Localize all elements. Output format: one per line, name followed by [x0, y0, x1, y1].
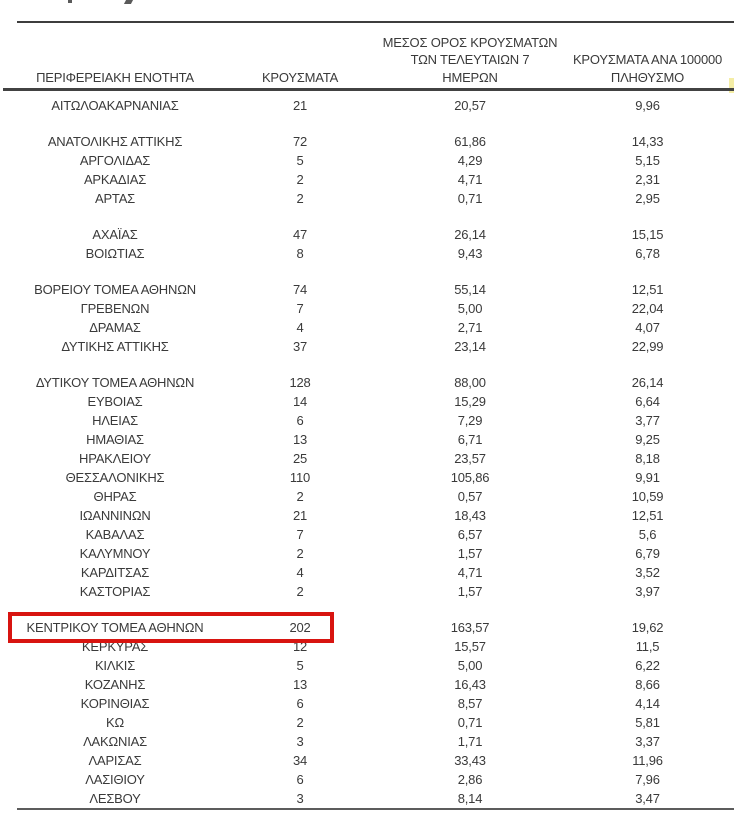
table-row [0, 318, 725, 337]
table-row [0, 189, 725, 208]
cell-per100k: 5,15 [635, 153, 660, 168]
table-row [0, 468, 725, 487]
cell-per100k: 3,37 [635, 734, 660, 749]
cell-per100k: 9,91 [635, 470, 660, 485]
header-cases [230, 28, 370, 87]
cell-region: ΚΕΝΤΡΙΚΟΥ ΤΟΜΕΑ ΑΘΗΝΩΝ [26, 620, 204, 635]
cell-cases: 12 [292, 639, 308, 654]
cell-avg7: 15,29 [454, 394, 486, 409]
cell-avg7: 6,57 [457, 527, 483, 542]
cell-avg7: 23,57 [454, 451, 486, 466]
table-row [0, 713, 725, 732]
cell-region: ΒΟΡΕΙΟΥ ΤΟΜΕΑ ΑΘΗΝΩΝ [34, 282, 196, 297]
cell-avg7: 4,71 [457, 172, 483, 187]
cell-region: ΔΥΤΙΚΟΥ ΤΟΜΕΑ ΑΘΗΝΩΝ [35, 375, 195, 390]
cell-cases: 202 [289, 620, 311, 635]
table-row [0, 411, 725, 430]
cell-per100k: 2,31 [635, 172, 660, 187]
cell-per100k: 2,95 [635, 191, 660, 206]
cell-region: ΚΑΛΥΜΝΟΥ [79, 546, 151, 561]
cell-cases: 21 [292, 508, 308, 523]
cell-per100k: 8,18 [635, 451, 660, 466]
cell-avg7: 1,57 [457, 546, 483, 561]
cell-avg7: 4,71 [457, 565, 483, 580]
table-row [0, 392, 725, 411]
cell-avg7: 4,29 [457, 153, 483, 168]
table-row [0, 170, 725, 189]
cell-avg7: 23,14 [454, 339, 486, 354]
table-row [0, 132, 725, 151]
cell-region: ΚΑΒΑΛΑΣ [85, 527, 145, 542]
cell-per100k: 6,78 [635, 246, 660, 261]
cell-per100k: 5,6 [638, 527, 657, 542]
cell-avg7: 0,71 [457, 715, 483, 730]
cell-region: ΕΥΒΟΙΑΣ [87, 394, 143, 409]
cell-avg7: 1,71 [457, 734, 483, 749]
cell-region: ΗΜΑΘΙΑΣ [86, 432, 144, 447]
cell-per100k: 10,59 [631, 489, 664, 504]
cell-avg7: 88,00 [454, 375, 486, 390]
cell-per100k: 3,52 [635, 565, 660, 580]
cell-avg7: 18,43 [454, 508, 486, 523]
table-row [0, 487, 725, 506]
table-rows [0, 96, 725, 808]
cell-per100k: 11,5 [635, 639, 660, 654]
cell-per100k: 22,99 [631, 339, 664, 354]
cell-region: ΑΡΤΑΣ [94, 191, 136, 206]
table-row [0, 618, 725, 637]
cell-region: ΚΕΡΚΥΡΑΣ [81, 639, 149, 654]
cell-avg7: 9,43 [457, 246, 483, 261]
cell-avg7: 105,86 [450, 470, 490, 485]
cell-region: ΚΙΛΚΙΣ [94, 658, 136, 673]
cell-cases: 37 [292, 339, 308, 354]
cell-avg7: 0,57 [457, 489, 483, 504]
cell-cases: 21 [292, 98, 308, 113]
table-row [0, 732, 725, 751]
cell-cases: 74 [292, 282, 308, 297]
cell-per100k: 4,07 [635, 320, 660, 335]
cell-cases: 14 [292, 394, 308, 409]
cell-region: ΑΡΓΟΛΙΔΑΣ [79, 153, 151, 168]
header-per100k-line2: ΠΛΗΘΥΣΜΟ [610, 69, 685, 85]
cell-avg7: 8,57 [457, 696, 483, 711]
cell-cases: 5 [296, 153, 304, 168]
cell-avg7: 15,57 [454, 639, 486, 654]
cell-avg7: 20,57 [454, 98, 486, 113]
bottom-rule [17, 808, 734, 810]
cell-cases: 5 [296, 658, 304, 673]
table-row [0, 506, 725, 525]
cell-per100k: 6,79 [635, 546, 660, 561]
table-header-row [0, 28, 725, 87]
cell-avg7: 8,14 [457, 791, 483, 806]
header-per100k [570, 28, 725, 87]
header-region-label: ΠΕΡΙΦΕΡΕΙΑΚΗ ΕΝΟΤΗΤΑ [36, 69, 194, 85]
cell-region: ΒΟΙΩΤΙΑΣ [85, 246, 145, 261]
cell-per100k: 7,96 [635, 772, 660, 787]
cell-region: ΚΑΣΤΟΡΙΑΣ [79, 584, 151, 599]
cell-region: ΑΡΚΑΔΙΑΣ [83, 172, 147, 187]
cell-cases: 3 [296, 734, 304, 749]
cell-cases: 2 [296, 172, 304, 187]
cell-avg7: 5,00 [457, 301, 483, 316]
cell-region: ΘΕΣΣΑΛΟΝΙΚΗΣ [65, 470, 165, 485]
header-avg7-line2: ΤΩΝ ΤΕΛΕΥΤΑΙΩΝ 7 [410, 52, 530, 67]
cell-per100k: 9,25 [635, 432, 660, 447]
cell-per100k: 6,64 [635, 394, 660, 409]
cell-avg7: 16,43 [454, 677, 486, 692]
cell-region: ΔΥΤΙΚΗΣ ΑΤΤΙΚΗΣ [61, 339, 169, 354]
cell-region: ΗΛΕΙΑΣ [92, 413, 138, 428]
cell-cases: 2 [296, 191, 304, 206]
cell-region: ΗΡΑΚΛΕΙΟΥ [79, 451, 151, 466]
cell-cases: 13 [292, 432, 308, 447]
cell-cases: 6 [296, 413, 304, 428]
header-avg7 [370, 28, 570, 87]
cell-region: ΛΑΡΙΣΑΣ [88, 753, 142, 768]
cell-per100k: 5,81 [635, 715, 660, 730]
table-row [0, 337, 725, 356]
header-rule [3, 88, 734, 91]
cell-per100k: 12,51 [631, 282, 664, 297]
table-row [0, 299, 725, 318]
cell-cases: 7 [296, 527, 304, 542]
cropped-text-artifact [68, 0, 72, 3]
cell-per100k: 14,33 [631, 134, 664, 149]
cell-cases: 72 [292, 134, 308, 149]
cell-avg7: 7,29 [457, 413, 483, 428]
cell-region: ΑΝΑΤΟΛΙΚΗΣ ΑΤΤΙΚΗΣ [47, 134, 183, 149]
cell-per100k: 8,66 [635, 677, 660, 692]
cell-cases: 8 [296, 246, 304, 261]
table-row [0, 751, 725, 770]
cell-avg7: 2,86 [457, 772, 483, 787]
header-cases-label: ΚΡΟΥΣΜΑΤΑ [261, 69, 339, 85]
table-row [0, 582, 725, 601]
cell-per100k: 19,62 [631, 620, 664, 635]
cell-region: ΚΑΡΔΙΤΣΑΣ [80, 565, 150, 580]
table-row [0, 675, 725, 694]
cell-region: ΑΙΤΩΛΟΑΚΑΡΝΑΝΙΑΣ [51, 98, 179, 113]
table-row [0, 544, 725, 563]
cell-per100k: 3,97 [635, 584, 660, 599]
table-row [0, 244, 725, 263]
cell-cases: 2 [296, 489, 304, 504]
header-avg7-line3: ΗΜΕΡΩΝ [442, 69, 498, 85]
cell-avg7: 61,86 [454, 134, 486, 149]
cell-region: ΛΑΚΩΝΙΑΣ [83, 734, 147, 749]
cell-region: ΙΩΑΝΝΙΝΩΝ [79, 508, 151, 523]
cell-per100k: 12,51 [631, 508, 664, 523]
table-row [0, 280, 725, 299]
header-avg7-line1: ΜΕΣΟΣ ΟΡΟΣ ΚΡΟΥΣΜΑΤΩΝ [382, 34, 558, 50]
table-row [0, 373, 725, 392]
table-row [0, 694, 725, 713]
cell-cases: 34 [292, 753, 308, 768]
cell-cases: 2 [296, 715, 304, 730]
cell-per100k: 4,14 [635, 696, 660, 711]
cell-cases: 47 [292, 227, 308, 242]
cell-cases: 4 [296, 565, 304, 580]
cell-region: ΓΡΕΒΕΝΩΝ [80, 301, 150, 316]
cropped-text-artifact [124, 0, 133, 4]
table-row [0, 525, 725, 544]
table-row [0, 151, 725, 170]
cell-cases: 3 [296, 791, 304, 806]
cell-cases: 6 [296, 772, 304, 787]
table-row [0, 430, 725, 449]
cell-cases: 2 [296, 546, 304, 561]
cell-per100k: 9,96 [635, 98, 660, 113]
top-rule [17, 21, 734, 23]
cell-cases: 4 [296, 320, 304, 335]
cell-region: ΔΡΑΜΑΣ [89, 320, 141, 335]
cell-region: ΛΑΣΙΘΙΟΥ [85, 772, 145, 787]
header-region [0, 28, 230, 87]
cell-region: ΘΗΡΑΣ [93, 489, 137, 504]
cell-cases: 6 [296, 696, 304, 711]
cell-avg7: 6,71 [457, 432, 483, 447]
table-row [0, 449, 725, 468]
table-row [0, 225, 725, 244]
header-per100k-line1: ΚΡΟΥΣΜΑΤΑ ΑΝΑ 100000 [572, 52, 723, 67]
cell-cases: 7 [296, 301, 304, 316]
table-row [0, 770, 725, 789]
cell-cases: 13 [292, 677, 308, 692]
cell-region: ΛΕΣΒΟΥ [89, 791, 141, 806]
cell-avg7: 5,00 [457, 658, 483, 673]
table-row [0, 563, 725, 582]
highlight-box [8, 612, 334, 643]
cell-per100k: 3,77 [635, 413, 660, 428]
cell-per100k: 3,47 [635, 791, 660, 806]
cell-region: ΑΧΑΪΑΣ [92, 227, 138, 242]
cell-per100k: 22,04 [631, 301, 664, 316]
cell-per100k: 15,15 [631, 227, 664, 242]
cell-cases: 25 [292, 451, 308, 466]
table-row [0, 656, 725, 675]
cell-per100k: 6,22 [635, 658, 660, 673]
cell-region: ΚΩ [106, 715, 124, 730]
cell-per100k: 26,14 [631, 375, 664, 390]
cell-cases: 110 [289, 470, 311, 485]
cell-avg7: 2,71 [457, 320, 483, 335]
cell-region: ΚΟΡΙΝΘΙΑΣ [80, 696, 150, 711]
cell-avg7: 26,14 [454, 227, 486, 242]
cell-avg7: 33,43 [454, 753, 486, 768]
table-row [0, 96, 725, 115]
cell-cases: 128 [289, 375, 311, 390]
cell-avg7: 0,71 [457, 191, 483, 206]
cell-avg7: 163,57 [450, 620, 490, 635]
cell-cases: 2 [296, 584, 304, 599]
cell-avg7: 55,14 [454, 282, 486, 297]
cell-per100k: 11,96 [632, 753, 663, 768]
table-row [0, 789, 725, 808]
cell-region: ΚΟΖΑΝΗΣ [84, 677, 146, 692]
cell-avg7: 1,57 [457, 584, 483, 599]
